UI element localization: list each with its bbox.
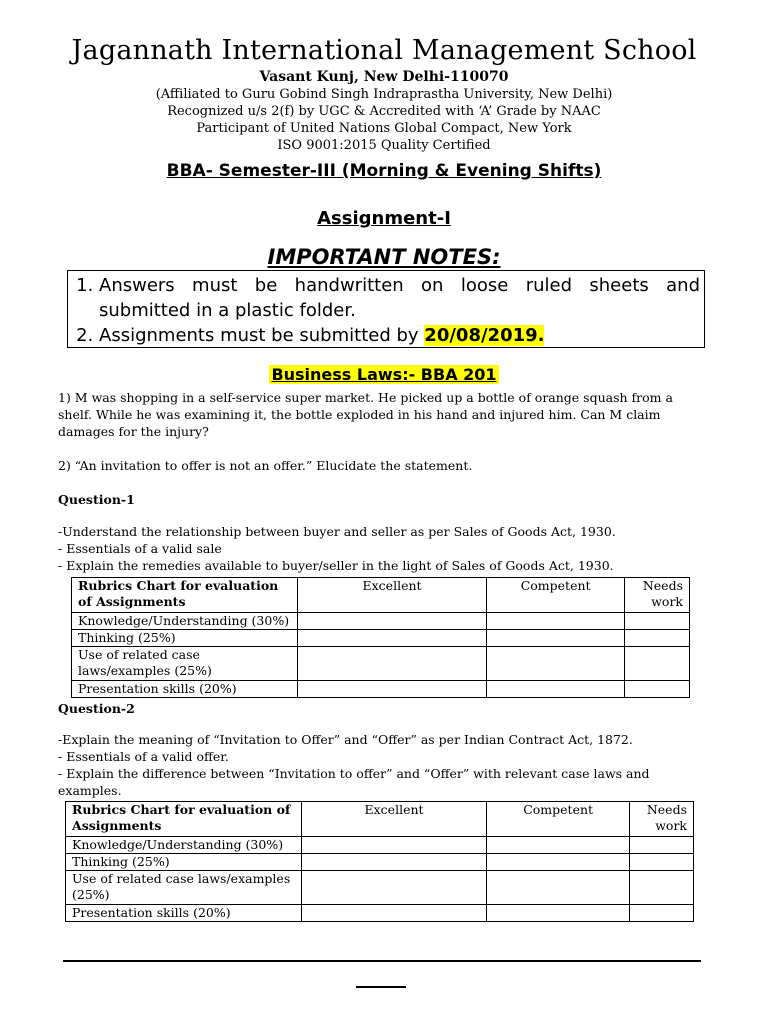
subject-title: Business Laws:- BBA 201 [271, 365, 497, 384]
closing-divider [63, 960, 701, 962]
rubric-criterion: Knowledge/Understanding (30%) [66, 837, 302, 854]
intro-question-1: 1) M was shopping in a self-service super market. He picked up a bottle of orange squash from a shelf. While he was examining it, the bottle exploded in his hand and injured him. Can M claim damages for the injury? [58, 390, 673, 439]
question-2-heading: Question-2 [58, 701, 135, 716]
rubric-criterion: Presentation skills (20%) [72, 681, 298, 698]
rubric-competent-header: Competent [487, 802, 630, 837]
rubric-criteria-header: Rubrics Chart for evaluation of Assignments [72, 578, 298, 613]
school-name: Jagannath International Management School [71, 35, 697, 66]
table-row [72, 630, 690, 647]
question-1-heading: Question-1 [58, 492, 135, 507]
question-2-point: - Essentials of a valid offer. [58, 749, 229, 764]
rubric-criterion: Use of related case laws/examples (25%) [66, 871, 302, 905]
table-row [72, 681, 690, 698]
table-row [66, 905, 694, 922]
question-2-point: -Explain the meaning of “Invitation to Offer” and “Offer” as per Indian Contract Act, 1872. [58, 732, 633, 747]
rubric-excellent-header: Excellent [301, 802, 487, 837]
rubric-table-2 [65, 801, 694, 922]
rubric-needs-work-header: Needs work [625, 578, 690, 613]
rubric-criteria-header: Rubrics Chart for evaluation of Assignments [66, 802, 302, 837]
table-row [66, 854, 694, 871]
rubric-criterion: Knowledge/Understanding (30%) [72, 613, 298, 630]
assignment-title: Assignment-I [317, 208, 451, 229]
important-notes-title: IMPORTANT NOTES: [267, 245, 501, 269]
participation-line: Participant of United Nations Global Compact, New York [196, 121, 572, 136]
question-1-point: - Explain the remedies available to buyer/seller in the light of Sales of Goods Act, 1930. [58, 558, 614, 573]
rubric-competent-header: Competent [487, 578, 625, 613]
rubric-criterion: Presentation skills (20%) [66, 905, 302, 922]
table-row [66, 871, 694, 905]
rubric-criterion: Thinking (25%) [66, 854, 302, 871]
table-row [72, 613, 690, 630]
rubric-criterion: Thinking (25%) [72, 630, 298, 647]
iso-line: ISO 9001:2015 Quality Certified [277, 138, 491, 153]
closing-divider-short [356, 986, 406, 988]
question-1-point: -Understand the relationship between buyer and seller as per Sales of Goods Act, 1930. [58, 524, 616, 539]
affiliation-line: (Affiliated to Guru Gobind Singh Indraprastha University, New Delhi) [155, 87, 613, 102]
accreditation-line: Recognized u/s 2(f) by UGC & Accredited with ‘A’ Grade by NAAC [167, 104, 601, 119]
deadline-date: 20/08/2019. [424, 325, 545, 346]
rubric-criterion: Use of related case laws/examples (25%) [72, 647, 298, 681]
note-item: 1. Answers must be handwritten on loose ruled sheets and submitted in a plastic folder. [99, 273, 700, 323]
question-2-point: - Explain the difference between “Invitation to offer” and “Offer” with relevant case laws and examples. [58, 766, 650, 798]
rubric-needs-work-header: Needs work [630, 802, 694, 837]
important-notes-box [67, 270, 705, 348]
question-1-point: - Essentials of a valid sale [58, 541, 222, 556]
note-item: 2. Assignments must be submitted by 20/08/2019. [99, 323, 700, 348]
table-row [66, 837, 694, 854]
table-header-row [72, 578, 690, 613]
table-header-row [66, 802, 694, 837]
rubric-table-1 [71, 577, 690, 698]
intro-question-2: 2) “An invitation to offer is not an offer.” Elucidate the statement. [58, 458, 473, 473]
table-row [72, 647, 690, 681]
school-address: Vasant Kunj, New Delhi-110070 [259, 69, 509, 85]
semester-title: BBA- Semester-III (Morning & Evening Shifts) [166, 161, 602, 181]
rubric-excellent-header: Excellent [297, 578, 486, 613]
